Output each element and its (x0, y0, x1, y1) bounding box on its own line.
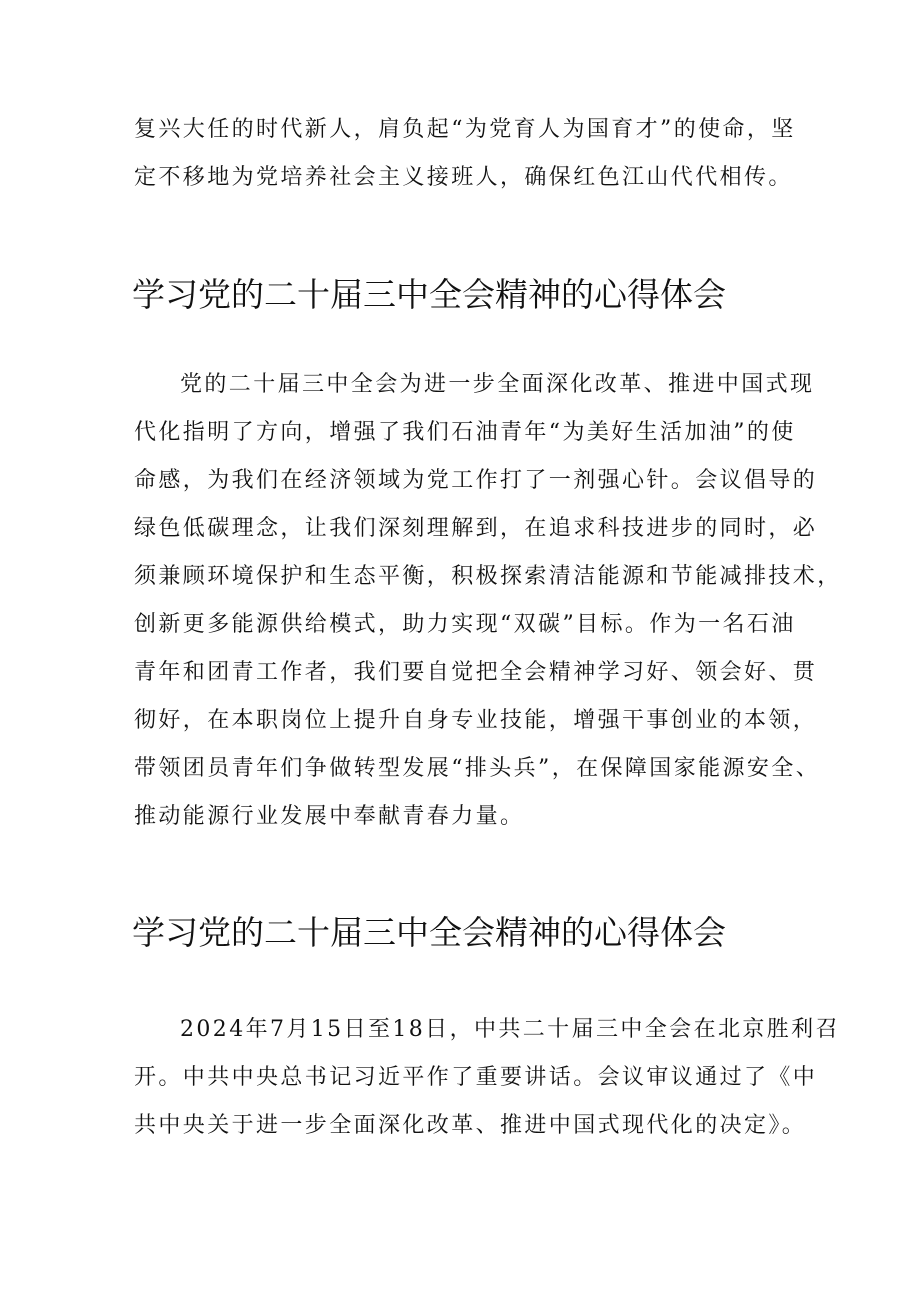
paragraph-line: 推动能源行业发展中奉献青春力量。 (134, 804, 525, 829)
paragraph-line: 须兼顾环境保护和生态平衡，积极探索清洁能源和节能减排技术， (134, 564, 842, 589)
paragraph-line: 创新更多能源供给模式，助力实现“双碳”目标。作为一名石油 (134, 612, 796, 637)
section-heading: 学习党的二十届三中全会精神的心得体会 (132, 913, 726, 952)
paragraph-line: 党的二十届三中全会为进一步全面深化改革、推进中国式现 (180, 372, 815, 397)
paragraph-line: 代化指明了方向，增强了我们石油青年“为美好生活加油”的使 (134, 420, 796, 445)
paragraph-line: 复兴大任的时代新人，肩负起“为党育人为国育才”的使命，坚 (134, 117, 796, 142)
paragraph-line: 青年和团青工作者，我们要自觉把全会精神学习好、领会好、贯 (134, 660, 818, 685)
paragraph-line: 定不移地为党培养社会主义接班人，确保红色江山代代相传。 (134, 165, 793, 190)
paragraph-line: 绿色低碳理念，让我们深刻理解到，在追求科技进步的同时，必 (134, 516, 818, 541)
paragraph-line: 共中央关于进一步全面深化改革、推进中国式现代化的决定》。 (134, 1113, 807, 1138)
paragraph-line: 命感，为我们在经济领域为党工作打了一剂强心针。会议倡导的 (134, 468, 818, 493)
paragraph-line: 开。中共中央总书记习近平作了重要讲话。会议审议通过了《中 (134, 1065, 818, 1090)
paragraph-line: 2024年7月15日至18日，中共二十届三中全会在北京胜利召 (180, 1017, 840, 1042)
paragraph-line: 彻好，在本职岗位上提升自身专业技能，增强干事创业的本领， (134, 708, 818, 733)
paragraph-line: 带领团员青年们争做转型发展“排头兵”，在保障国家能源安全、 (134, 756, 821, 781)
section-heading: 学习党的二十届三中全会精神的心得体会 (132, 275, 726, 314)
